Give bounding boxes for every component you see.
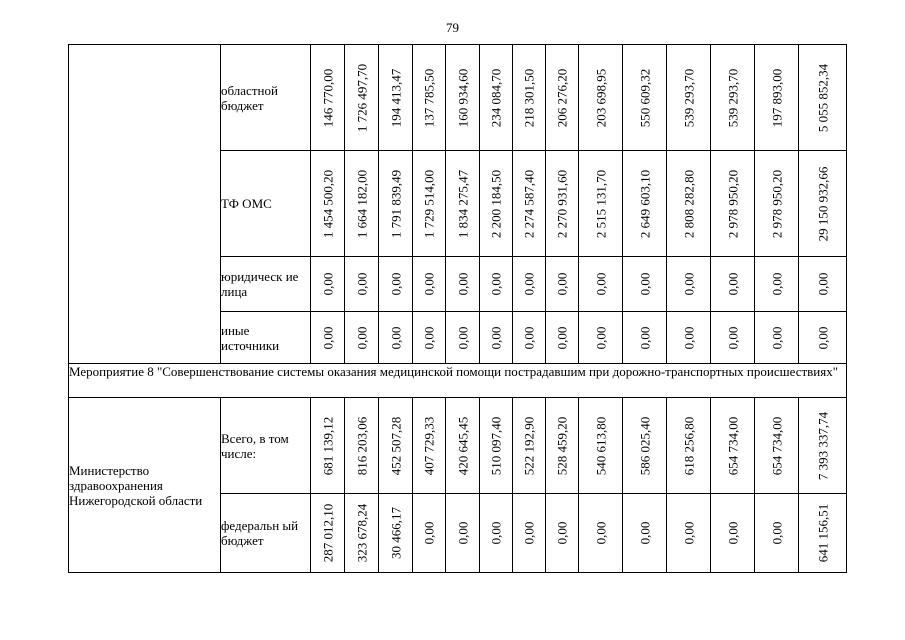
value-cell [480, 312, 513, 364]
value-cell [345, 398, 379, 494]
value-cell [546, 257, 579, 312]
value-cell [799, 151, 847, 257]
value-text: 816 203,06 [354, 416, 369, 475]
value-text: 0,00 [769, 272, 784, 296]
value-text: 0,00 [488, 326, 504, 349]
value-text: 539 293,70 [725, 68, 740, 127]
value-text: 0,00 [554, 521, 570, 545]
funding-source-cell: Всего, в том числе: [221, 398, 311, 494]
value-text: 218 301,50 [521, 68, 537, 127]
value-text: 0,00 [521, 326, 537, 349]
value-cell [480, 45, 513, 151]
value-text: 0,00 [521, 272, 537, 296]
value-cell [345, 257, 379, 312]
value-cell [755, 312, 799, 364]
value-text: 0,00 [593, 521, 608, 545]
funding-source-cell: юридическ ие лица [221, 257, 311, 312]
value-cell [345, 151, 379, 257]
value-text: 29 150 932,66 [815, 166, 830, 241]
organization-cell-empty [69, 45, 221, 364]
value-cell [379, 312, 413, 364]
value-text: 146 770,00 [320, 68, 335, 127]
value-text: 2 978 950,20 [725, 169, 740, 238]
funding-source-cell: ТФ ОМС [221, 151, 311, 257]
value-cell [345, 494, 379, 573]
value-text: 7 393 337,74 [815, 411, 830, 480]
value-cell [667, 398, 711, 494]
value-text: 0,00 [354, 326, 369, 349]
value-cell [413, 494, 446, 573]
value-text: 407 729,33 [421, 416, 437, 475]
value-text: 0,00 [320, 326, 335, 349]
event-row [69, 364, 847, 398]
value-text: 0,00 [521, 521, 537, 545]
value-cell [480, 257, 513, 312]
value-cell [379, 45, 413, 151]
value-cell [446, 398, 480, 494]
value-cell [623, 398, 667, 494]
value-text: 0,00 [421, 521, 437, 545]
value-text: 0,00 [388, 272, 403, 296]
value-cell [579, 312, 623, 364]
value-cell [446, 45, 480, 151]
value-cell [513, 312, 546, 364]
value-text: 586 025,40 [637, 416, 652, 475]
value-text: 0,00 [637, 272, 652, 296]
value-cell [311, 398, 345, 494]
value-cell [667, 312, 711, 364]
value-cell [413, 398, 446, 494]
value-cell [480, 398, 513, 494]
value-cell [667, 494, 711, 573]
value-text: 0,00 [455, 272, 470, 296]
organization-cell: Министерство здравоохранения Нижегородской области [69, 398, 221, 573]
value-text: 2 515 131,70 [593, 169, 608, 238]
funding-source-cell: иные источники [221, 312, 311, 364]
value-text: 206 276,20 [554, 68, 570, 127]
value-text: 0,00 [769, 521, 784, 545]
value-cell [513, 398, 546, 494]
table-row [69, 398, 847, 494]
value-text: 1 834 275,47 [455, 169, 470, 238]
value-text: 654 734,00 [769, 416, 784, 475]
value-text: 0,00 [725, 326, 740, 349]
value-cell [513, 494, 546, 573]
value-cell [711, 45, 755, 151]
value-cell [311, 494, 345, 573]
value-cell [755, 257, 799, 312]
value-cell [623, 494, 667, 573]
value-text: 0,00 [354, 272, 369, 296]
value-text: 197 893,00 [769, 68, 784, 127]
value-text: 0,00 [421, 326, 437, 349]
value-text: 1 729 514,00 [421, 169, 437, 238]
value-text: 1 791 839,49 [388, 169, 403, 238]
value-cell [480, 151, 513, 257]
value-text: 137 785,50 [421, 68, 437, 127]
value-cell [413, 151, 446, 257]
value-cell [755, 45, 799, 151]
funding-table [68, 44, 847, 573]
value-text: 539 293,70 [681, 68, 696, 127]
value-text: 420 645,45 [455, 416, 470, 475]
value-text: 203 698,95 [593, 68, 608, 127]
funding-source-cell: федеральн ый бюджет [221, 494, 311, 573]
value-text: 528 459,20 [554, 416, 570, 475]
value-cell [667, 45, 711, 151]
value-text: 5 055 852,34 [815, 63, 830, 132]
value-text: 0,00 [593, 326, 608, 349]
value-cell [513, 151, 546, 257]
value-text: 2 274 587,40 [521, 169, 537, 238]
value-cell [711, 398, 755, 494]
value-text: 0,00 [681, 521, 696, 545]
value-text: 0,00 [637, 521, 652, 545]
value-cell [379, 398, 413, 494]
value-cell [711, 257, 755, 312]
value-cell [413, 257, 446, 312]
value-cell [446, 312, 480, 364]
value-text: 0,00 [637, 326, 652, 349]
value-cell [379, 494, 413, 573]
value-cell [579, 257, 623, 312]
value-cell [623, 257, 667, 312]
value-text: 510 097,40 [488, 416, 504, 475]
value-text: 194 413,47 [388, 68, 403, 127]
value-cell [623, 151, 667, 257]
value-cell [546, 398, 579, 494]
value-cell [345, 45, 379, 151]
value-text: 1 454 500,20 [320, 169, 335, 238]
value-cell [755, 494, 799, 573]
value-cell [513, 45, 546, 151]
value-cell [413, 45, 446, 151]
value-text: 0,00 [725, 521, 740, 545]
value-cell [711, 312, 755, 364]
value-cell [379, 257, 413, 312]
value-cell [546, 494, 579, 573]
value-text: 618 256,80 [681, 416, 696, 475]
value-text: 0,00 [488, 272, 504, 296]
value-cell [623, 45, 667, 151]
value-text: 681 139,12 [320, 416, 335, 475]
value-cell [480, 494, 513, 573]
value-text: 540 613,80 [593, 416, 608, 475]
value-text: 0,00 [421, 272, 437, 296]
value-text: 287 012,10 [320, 503, 335, 563]
value-text: 0,00 [769, 326, 784, 349]
value-cell [799, 312, 847, 364]
value-text: 1 664 182,00 [354, 169, 369, 238]
value-cell [311, 151, 345, 257]
value-text: 2 808 282,80 [681, 169, 696, 238]
value-cell [799, 494, 847, 573]
value-text: 160 934,60 [455, 68, 470, 127]
value-text: 0,00 [815, 272, 830, 296]
value-text: 1 726 497,70 [354, 63, 369, 132]
value-text: 0,00 [725, 272, 740, 296]
value-cell [799, 45, 847, 151]
value-cell [311, 45, 345, 151]
event-title: Мероприятие 8 "Совершенствование системы оказания медицинской помощи пострадавшим при дорожно-транспортных происшествиях" [69, 364, 847, 398]
value-text: 323 678,24 [354, 503, 369, 563]
value-cell [311, 312, 345, 364]
value-cell [755, 151, 799, 257]
value-cell [667, 257, 711, 312]
value-cell [579, 45, 623, 151]
value-cell [711, 494, 755, 573]
value-cell [546, 312, 579, 364]
value-text: 2 200 184,50 [488, 169, 504, 238]
value-cell [311, 257, 345, 312]
value-text: 550 609,32 [637, 68, 652, 127]
value-text: 0,00 [455, 521, 470, 545]
table-row [69, 45, 847, 151]
value-cell [446, 257, 480, 312]
page-number: 79 [446, 20, 459, 35]
value-text: 0,00 [554, 326, 570, 349]
value-cell [799, 257, 847, 312]
value-text: 0,00 [554, 272, 570, 296]
value-cell [711, 151, 755, 257]
value-cell [755, 398, 799, 494]
value-text: 0,00 [681, 272, 696, 296]
value-text: 0,00 [593, 272, 608, 296]
value-text: 654 734,00 [725, 416, 740, 475]
value-cell [513, 257, 546, 312]
value-text: 0,00 [455, 326, 470, 349]
value-cell [546, 151, 579, 257]
value-cell [623, 312, 667, 364]
value-cell [413, 312, 446, 364]
value-cell [379, 151, 413, 257]
value-text: 2 649 603,10 [637, 169, 652, 238]
value-text: 0,00 [320, 272, 335, 296]
value-cell [799, 398, 847, 494]
value-cell [446, 151, 480, 257]
value-text: 0,00 [388, 326, 403, 349]
value-text: 0,00 [681, 326, 696, 349]
value-cell [345, 312, 379, 364]
value-cell [579, 494, 623, 573]
value-text: 522 192,90 [521, 416, 537, 475]
value-cell [579, 398, 623, 494]
value-text: 234 084,70 [488, 68, 504, 127]
value-cell [446, 494, 480, 573]
value-text: 452 507,28 [388, 416, 403, 475]
value-text: 0,00 [488, 521, 504, 545]
funding-source-cell: областной бюджет [221, 45, 311, 151]
value-text: 2 270 931,60 [554, 169, 570, 238]
value-text: 2 978 950,20 [769, 169, 784, 238]
value-cell [579, 151, 623, 257]
value-cell [546, 45, 579, 151]
value-cell [667, 151, 711, 257]
value-text: 0,00 [815, 326, 830, 349]
value-text: 30 466,17 [388, 507, 403, 559]
value-text: 641 156,51 [815, 503, 830, 563]
